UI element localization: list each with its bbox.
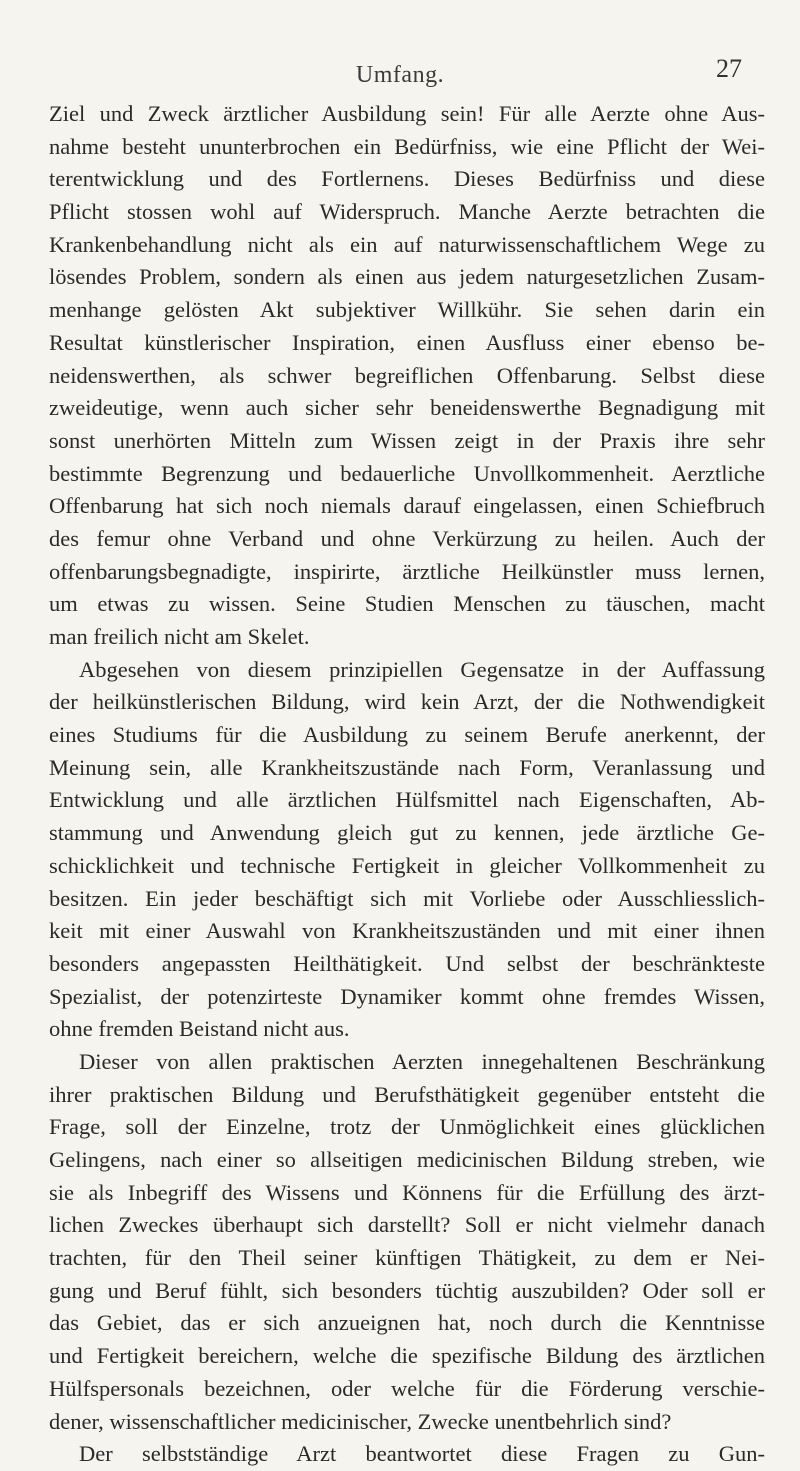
text-line: dener, wissenschaftlicher medicinischer, Zwecke unentbehrlich sind? — [49, 1408, 672, 1434]
running-head — [0, 54, 800, 90]
text-line: sie als Inbegriff des Wissens und Könnens für die Erfüllung des ärzt- — [49, 1179, 765, 1205]
text-line: Frage, soll der Einzelne, trotz der Unmöglichkeit eines glücklichen — [49, 1114, 765, 1140]
text-line: offenbarungsbegnadigte, inspirirte, ärztliche Heilkünstler muss lernen, — [49, 558, 765, 584]
text-line: das Gebiet, das er sich anzueignen hat, noch durch die Kenntnisse — [49, 1310, 765, 1336]
text-line: trachten, für den Theil seiner künftigen Thätigkeit, zu dem er Nei- — [49, 1245, 765, 1271]
text-line: um etwas zu wissen. Seine Studien Menschen zu täuschen, macht — [49, 591, 765, 617]
text-line: Krankenbehandlung nicht als ein auf naturwissenschaftlichem Wege zu — [49, 231, 765, 257]
text-line: Pflicht stossen wohl auf Widerspruch. Manche Aerzte betrachten die — [49, 199, 765, 225]
text-line: Hülfspersonals bezeichnen, oder welche für die Förderung verschie- — [49, 1375, 765, 1401]
text-line: Ziel und Zweck ärztlicher Ausbildung sein! Für alle Aerzte ohne Aus- — [49, 101, 765, 126]
text-line: Offenbarung hat sich noch niemals darauf eingelassen, einen Schiefbruch — [49, 493, 765, 519]
text-line: besitzen. Ein jeder beschäftigt sich mit Vorliebe oder Ausschliesslich- — [49, 885, 765, 911]
text-line: sonst unerhörten Mitteln zum Wissen zeigt in der Praxis ihre sehr — [49, 427, 765, 453]
text-line: nahme besteht ununterbrochen ein Bedürfniss, wie eine Pflicht der Wei- — [49, 133, 765, 159]
text-line: eines Studiums für die Ausbildung zu seinem Berufe anerkennt, der — [49, 722, 765, 748]
text-line: zweideutige, wenn auch sicher sehr beneidenswerthe Begnadigung mit — [49, 395, 765, 421]
text-line: Entwicklung und alle ärztlichen Hülfsmittel nach Eigenschaften, Ab- — [49, 787, 765, 813]
text-line: neidenswerthen, als schwer begreiflichen Offenbarung. Selbst diese — [49, 362, 765, 388]
text-line: keit mit einer Auswahl von Krankheitszuständen und mit einer ihnen — [49, 918, 765, 944]
text-line: gung und Beruf fühlt, sich besonders tüchtig auszubilden? Oder soll er — [49, 1277, 765, 1303]
text-line: Spezialist, der potenzirteste Dynamiker kommt ohne fremdes Wissen, — [49, 983, 765, 1009]
text-line: der heilkünstlerischen Bildung, wird kein Arzt, der die Nothwendigkeit — [49, 689, 765, 715]
running-title: Umfang. — [355, 62, 445, 88]
text-line: Der selbstständige Arzt beantwortet diese Fragen zu Gun- — [79, 1441, 765, 1467]
text-line: man freilich nicht am Skelet. — [49, 624, 310, 649]
text-line: lösendes Problem, sondern als einen aus jedem naturgesetzlichen Zusam- — [49, 264, 765, 290]
text-line: Meinung sein, alle Krankheitszustände nach Form, Veranlassung und — [49, 754, 765, 780]
text-line: stammung und Anwendung gleich gut zu kennen, jede ärztliche Ge- — [49, 820, 765, 846]
body-text — [49, 98, 765, 1471]
text-line: Dieser von allen praktischen Aerzten innegehaltenen Beschränkung — [79, 1048, 765, 1074]
text-line: Gelingens, nach einer so allseitigen medicinischen Bildung streben, wie — [49, 1147, 765, 1172]
text-line: besonders angepassten Heilthätigkeit. Und selbst der beschränkteste — [49, 950, 765, 976]
text-line: und Fertigkeit bereichern, welche die spezifische Bildung des ärztlichen — [49, 1343, 765, 1369]
text-line: terentwicklung und des Fortlernens. Dieses Bedürfniss und diese — [49, 166, 765, 192]
text-line: menhange gelösten Akt subjektiver Willkühr. Sie sehen darin ein — [49, 297, 765, 323]
text-line: ohne fremden Beistand nicht aus. — [49, 1016, 350, 1042]
text-line: bestimmte Begrenzung und bedauerliche Unvollkommenheit. Aerztliche — [49, 460, 765, 486]
page-number: 27 — [716, 54, 742, 83]
text-line: Resultat künstlerischer Inspiration, einen Ausfluss einer ebenso be- — [49, 329, 765, 355]
text-line: schicklichkeit und technische Fertigkeit in gleicher Vollkommenheit zu — [49, 852, 765, 878]
text-line: des femur ohne Verband und ohne Verkürzung zu heilen. Auch der — [49, 525, 765, 551]
text-line: lichen Zweckes überhaupt sich darstellt? Soll er nicht vielmehr danach — [49, 1212, 765, 1238]
text-line: Abgesehen von diesem prinzipiellen Gegensatze in der Auffassung — [79, 656, 765, 682]
text-line: ihrer praktischen Bildung und Berufsthätigkeit gegenüber entsteht die — [49, 1081, 765, 1107]
